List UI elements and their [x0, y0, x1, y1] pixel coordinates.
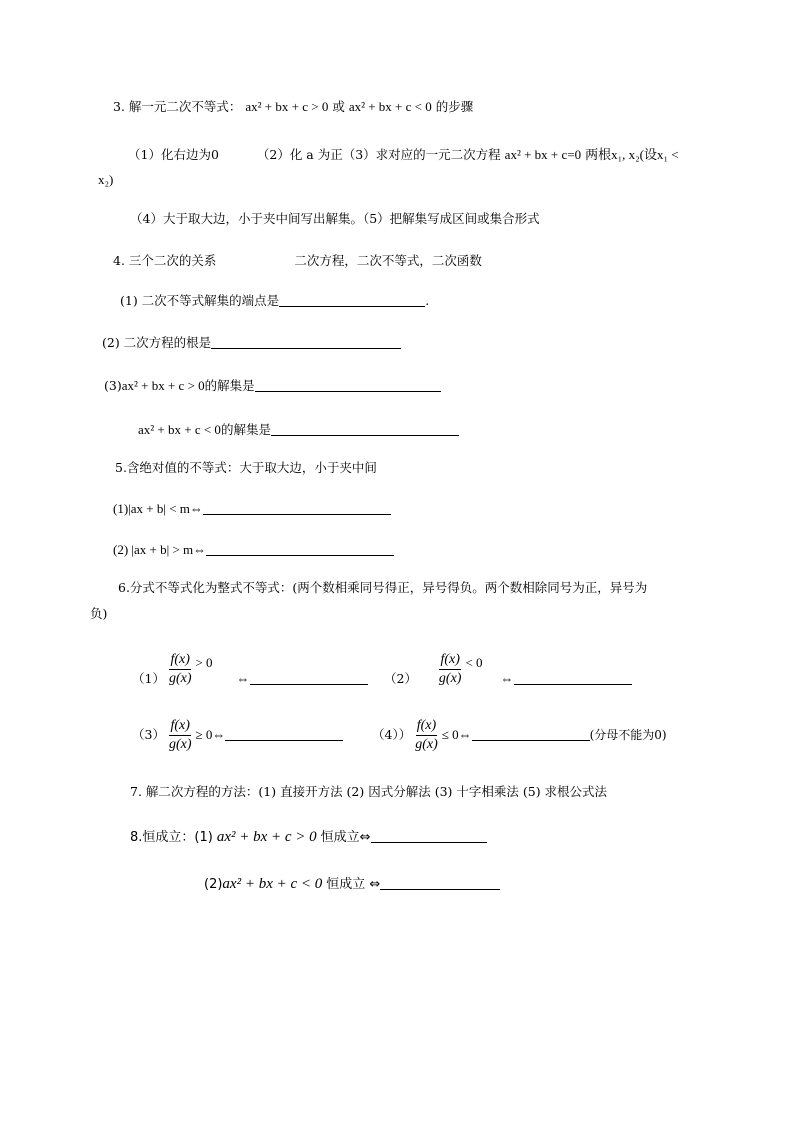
period: .: [425, 293, 430, 308]
s8-item-2: (2): [204, 877, 223, 892]
s4-q3-inequality: ax² + bx + c > 0: [121, 378, 205, 393]
section-8-title: 8.恒成立：(1): [130, 830, 213, 845]
section-6-title-text: 6.分式不等式化为整式不等式：(两个数相乘同号得正，异号得负。两个数相除同号为正，异号为: [118, 580, 648, 595]
section-4-line: [113, 253, 482, 269]
answer-blank[interactable]: [271, 422, 459, 436]
section-7: [130, 784, 607, 800]
s4-q2-text: (2) 二次方程的根是: [102, 335, 212, 350]
roots-text: 两根x₁, x₂(设x₁ <: [585, 147, 679, 162]
or-word: 或: [332, 99, 345, 114]
s8-expression-1: ax² + bx + c > 0: [216, 829, 317, 845]
s4-q1: [120, 293, 429, 309]
s4-q3-text: 的解集是: [204, 378, 255, 393]
item-2-rel: < 0: [465, 655, 483, 670]
root-x2: x₂): [98, 172, 114, 187]
s4-q4-inequality: ax² + bx + c < 0: [138, 422, 221, 437]
item-4-rel: ≤ 0: [441, 727, 459, 742]
frac-row-2b: [372, 717, 667, 754]
fraction-f-over-g: $\frac{f(x)}{g(x)}$: [438, 652, 462, 686]
inequality-greater: ax² + bx + c > 0: [245, 99, 329, 114]
iff-symbol: ⇔: [458, 727, 472, 742]
item-3-label: （3）: [132, 727, 165, 742]
denominator-note: (分母不能为0): [589, 728, 667, 742]
section-7-text: 7. 解二次方程的方法：(1) 直接开方法 (2) 因式分解法 (3) 十字相乘法 (5) 求根公式法: [130, 784, 608, 799]
s5-q2: [113, 542, 394, 558]
answer-blank[interactable]: [279, 293, 425, 307]
step-4-5: （4）大于取大边，小于夹中间写出解集。（5）把解集写成区间或集合形式: [130, 211, 540, 226]
section-5-title: [115, 460, 377, 476]
section-3-title: 3. 解一元二次不等式：: [113, 99, 242, 114]
section-4-desc: 二次方程，二次不等式，二次函数: [294, 253, 482, 268]
iff-symbol: ⇔: [236, 671, 250, 686]
frac-row-1: [132, 651, 368, 688]
s8-always-holds-2: 恒成立 ⇔: [326, 877, 381, 892]
s4-q3-num: (3): [104, 378, 122, 393]
step-2-3: （2）化 a 为正（3）求对应的一元二次方程: [256, 147, 501, 162]
section-8-line-1: [130, 826, 487, 849]
section-3-steps-4-5: [130, 211, 540, 227]
s4-q2: [102, 335, 401, 351]
fraction-f-over-g: $\frac{f(x)}{g(x)}$: [415, 718, 438, 752]
s4-q4: [138, 422, 459, 438]
item-1-rel: > 0: [195, 655, 213, 670]
fraction-f-over-g: $\frac{f(x)}{g(x)}$: [168, 718, 192, 752]
section-8-line-2: [204, 873, 500, 896]
s5-q2-text: (2) |ax + b| > m⇔: [113, 542, 207, 557]
item-2-label: （2）: [384, 671, 417, 686]
section-6-cont: [90, 606, 107, 622]
frac-row-2: [132, 717, 343, 754]
frac-row-1b: [384, 651, 632, 688]
inequality-less: ax² + bx + c < 0: [348, 99, 432, 114]
s4-q4-text: 的解集是: [220, 422, 271, 437]
item-4-label: （4））: [372, 727, 412, 742]
answer-blank[interactable]: [380, 876, 500, 890]
steps-word: 的步骤: [435, 99, 474, 114]
answer-blank[interactable]: [371, 829, 487, 843]
iff-symbol: ⇔: [212, 727, 226, 742]
fraction-f-over-g: $\frac{f(x)}{g(x)}$: [168, 652, 192, 686]
iff-symbol: ⇔: [500, 671, 514, 686]
section-3-line: [113, 99, 473, 115]
answer-blank[interactable]: [472, 727, 590, 741]
s8-always-holds-1: 恒成立⇔: [320, 830, 371, 845]
step-1: （1）化右边为0: [128, 147, 219, 162]
answer-blank[interactable]: [203, 501, 391, 515]
section-4-title: 4. 三个二次的关系: [113, 253, 217, 268]
answer-blank[interactable]: [514, 671, 632, 685]
s8-expression-2: ax² + bx + c < 0: [222, 876, 323, 892]
s5-q1: [113, 501, 391, 517]
section-3-continuation: [98, 172, 113, 188]
item-3-rel: ≥ 0: [195, 727, 213, 742]
answer-blank[interactable]: [250, 671, 368, 685]
answer-blank[interactable]: [225, 727, 343, 741]
section-3-steps-line: [128, 147, 679, 163]
item-1-label: （1）: [132, 671, 165, 686]
section-5-title-text: 5.含绝对值的不等式：大于取大边，小于夹中间: [115, 460, 377, 475]
section-6-cont-text: 负): [90, 606, 108, 621]
s4-q1-text: (1) 二次不等式解集的端点是: [120, 293, 280, 308]
answer-blank[interactable]: [211, 335, 401, 349]
answer-blank[interactable]: [206, 542, 394, 556]
quadratic-equation: ax² + bx + c=0: [504, 147, 582, 162]
s4-q3: [104, 378, 441, 394]
section-6-title: [118, 580, 647, 596]
answer-blank[interactable]: [255, 378, 441, 392]
s5-q1-text: (1)|ax + b| < m⇔: [113, 501, 203, 516]
